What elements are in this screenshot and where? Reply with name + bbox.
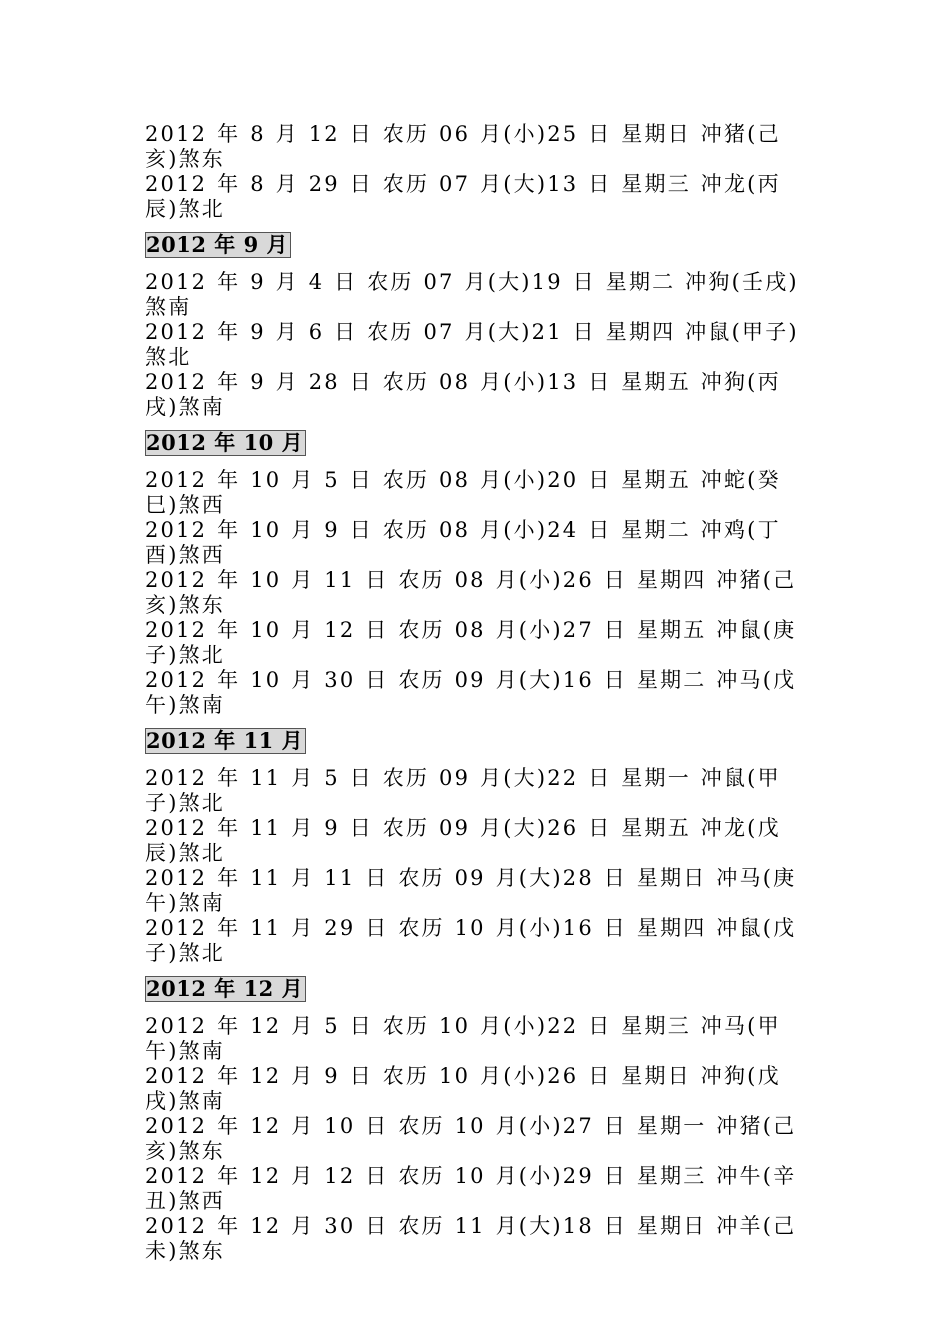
date-entry: 2012 年 10 月 12 日 农历 08 月(小)27 日 星期五 冲鼠(庚子)煞北: [145, 618, 797, 667]
month-entries: [145, 270, 810, 420]
date-entry: 2012 年 9 月 6 日 农历 07 月(大)21 日 星期四 冲鼠(甲子)煞北: [145, 320, 799, 369]
month-entries: [145, 468, 810, 718]
date-entry: 2012 年 10 月 5 日 农历 08 月(小)20 日 星期五 冲蛇(癸巳)煞西: [145, 468, 781, 517]
date-entry: 2012 年 12 月 10 日 农历 10 月(小)27 日 星期一 冲猪(己亥)煞东: [145, 1114, 797, 1163]
date-entry: 2012 年 11 月 5 日 农历 09 月(大)22 日 星期一 冲鼠(甲子)煞北: [145, 766, 781, 815]
date-entry: 2012 年 8 月 12 日 农历 06 月(小)25 日 星期日 冲猪(己亥)煞东: [145, 122, 781, 171]
date-entry: 2012 年 9 月 28 日 农历 08 月(小)13 日 星期五 冲狗(丙戌)煞南: [145, 370, 781, 419]
month-heading-row: [145, 232, 810, 258]
month-heading: 2012 年 11 月: [145, 728, 306, 754]
date-entry: 2012 年 10 月 30 日 农历 09 月(大)16 日 星期二 冲马(戊午)煞南: [145, 668, 797, 717]
document-page: [145, 122, 810, 1264]
date-entry: 2012 年 11 月 11 日 农历 09 月(大)28 日 星期日 冲马(庚午)煞南: [145, 866, 797, 915]
month-entries: [145, 1014, 810, 1264]
date-entry: 2012 年 10 月 9 日 农历 08 月(小)24 日 星期二 冲鸡(丁酉)煞西: [145, 518, 781, 567]
date-entry: 2012 年 12 月 12 日 农历 10 月(小)29 日 星期三 冲牛(辛丑)煞西: [145, 1164, 797, 1213]
month-heading: 2012 年 12 月: [145, 976, 306, 1002]
month-entries: [145, 766, 810, 966]
date-entry: 2012 年 12 月 30 日 农历 11 月(大)18 日 星期日 冲羊(己未)煞东: [145, 1214, 797, 1263]
month-heading: 2012 年 10 月: [145, 430, 306, 456]
date-entry: 2012 年 12 月 5 日 农历 10 月(小)22 日 星期三 冲马(甲午)煞南: [145, 1014, 781, 1063]
date-entry: 2012 年 10 月 11 日 农历 08 月(小)26 日 星期四 冲猪(己亥)煞东: [145, 568, 797, 617]
date-entry: 2012 年 11 月 29 日 农历 10 月(小)16 日 星期四 冲鼠(戊子)煞北: [145, 916, 797, 965]
month-heading: 2012 年 9 月: [145, 232, 291, 258]
date-entry: 2012 年 12 月 9 日 农历 10 月(小)26 日 星期日 冲狗(戊戌)煞南: [145, 1064, 781, 1113]
intro-entries: [145, 122, 810, 222]
date-entry: 2012 年 8 月 29 日 农历 07 月(大)13 日 星期三 冲龙(丙辰)煞北: [145, 172, 781, 221]
month-heading-row: [145, 728, 810, 754]
month-heading-row: [145, 430, 810, 456]
date-entry: 2012 年 11 月 9 日 农历 09 月(大)26 日 星期五 冲龙(戊辰)煞北: [145, 816, 781, 865]
month-heading-row: [145, 976, 810, 1002]
date-entry: 2012 年 9 月 4 日 农历 07 月(大)19 日 星期二 冲狗(壬戌)煞南: [145, 270, 799, 319]
